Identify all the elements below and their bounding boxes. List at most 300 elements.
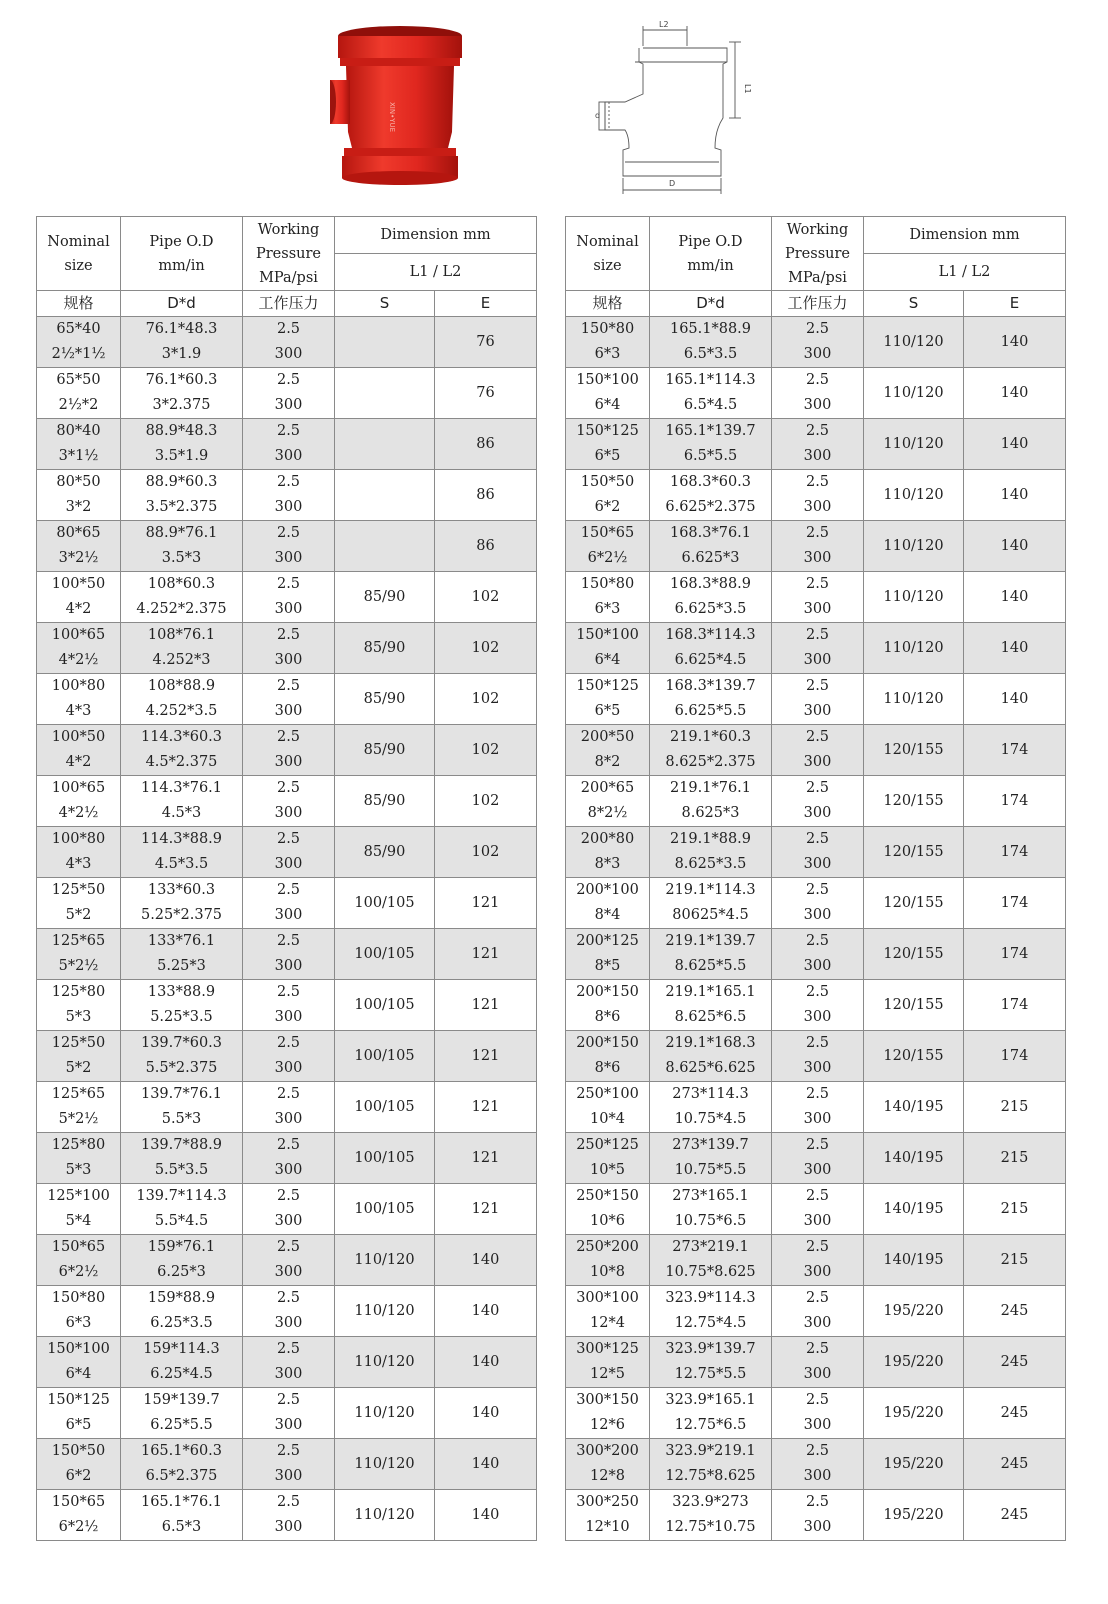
cell-dimension-s: 100/105 bbox=[335, 1133, 435, 1184]
cell-working-pressure bbox=[243, 1439, 335, 1490]
od-inch: 5.25*3.5 bbox=[150, 1009, 213, 1025]
pressure-psi: 300 bbox=[803, 346, 832, 362]
pressure-mpa: 2.5 bbox=[805, 525, 830, 541]
cell-pipe-od bbox=[121, 368, 243, 419]
size-metric: 150*65 bbox=[51, 1239, 106, 1255]
pressure-mpa: 2.5 bbox=[805, 627, 830, 643]
od-inch: 4.5*3.5 bbox=[154, 856, 209, 872]
cell-dimension-s: 85/90 bbox=[335, 725, 435, 776]
cell-pipe-od bbox=[121, 674, 243, 725]
od-inch: 6.5*2.375 bbox=[145, 1468, 218, 1484]
size-metric: 80*40 bbox=[56, 423, 101, 439]
cell-dimension-e: 245 bbox=[964, 1490, 1066, 1541]
cell-dimension-s: 195/220 bbox=[864, 1337, 964, 1388]
size-inch: 6*2½ bbox=[58, 1519, 99, 1535]
cell-dimension-s bbox=[335, 419, 435, 470]
cell-working-pressure bbox=[243, 572, 335, 623]
size-inch: 5*4 bbox=[65, 1213, 92, 1229]
cell-dimension-s bbox=[335, 521, 435, 572]
cell-working-pressure bbox=[243, 878, 335, 929]
cell-working-pressure bbox=[243, 929, 335, 980]
size-metric: 300*250 bbox=[576, 1494, 639, 1510]
cell-dimension-s: 100/105 bbox=[335, 1082, 435, 1133]
cell-dimension-s: 195/220 bbox=[864, 1286, 964, 1337]
size-metric: 150*80 bbox=[580, 576, 635, 592]
size-metric: 250*150 bbox=[576, 1188, 639, 1204]
table-row bbox=[37, 776, 537, 827]
cell-nominal-size bbox=[37, 521, 121, 572]
pressure-mpa: 2.5 bbox=[805, 780, 830, 796]
cell-pipe-od bbox=[121, 419, 243, 470]
od-inch: 4.5*2.375 bbox=[145, 754, 218, 770]
pressure-psi: 300 bbox=[803, 907, 832, 923]
pressure-mpa: 2.5 bbox=[276, 1137, 301, 1153]
od-inch: 6.5*5.5 bbox=[683, 448, 738, 464]
cell-dimension-s: 110/120 bbox=[864, 470, 964, 521]
od-mm: 219.1*114.3 bbox=[665, 882, 756, 898]
pressure-mpa: 2.5 bbox=[805, 1290, 830, 1306]
cell-dimension-e: 102 bbox=[435, 623, 537, 674]
cell-dimension-s: 110/120 bbox=[864, 521, 964, 572]
od-mm: 139.7*88.9 bbox=[140, 1137, 223, 1153]
cell-working-pressure bbox=[243, 1337, 335, 1388]
od-mm: 168.3*114.3 bbox=[665, 627, 756, 643]
od-inch: 5.5*3.5 bbox=[154, 1162, 209, 1178]
size-inch: 5*2 bbox=[65, 1060, 92, 1076]
cell-working-pressure bbox=[772, 1388, 864, 1439]
pressure-mpa: 2.5 bbox=[276, 984, 301, 1000]
od-mm: 108*88.9 bbox=[147, 678, 216, 694]
size-inch: 8*3 bbox=[594, 856, 621, 872]
pressure-psi: 300 bbox=[274, 1264, 303, 1280]
cell-working-pressure bbox=[772, 521, 864, 572]
cell-pipe-od bbox=[121, 1031, 243, 1082]
cell-working-pressure bbox=[243, 1388, 335, 1439]
size-inch: 6*5 bbox=[594, 448, 621, 464]
cell-dimension-s: 110/120 bbox=[335, 1235, 435, 1286]
cell-dimension-e: 102 bbox=[435, 572, 537, 623]
pressure-mpa: 2.5 bbox=[276, 1035, 301, 1051]
pressure-psi: 300 bbox=[803, 1213, 832, 1229]
header-cn-spec: 规格 bbox=[37, 291, 121, 317]
od-mm: 168.3*60.3 bbox=[669, 474, 752, 490]
size-inch: 6*3 bbox=[594, 346, 621, 362]
table-row bbox=[566, 623, 1066, 674]
cell-working-pressure bbox=[243, 521, 335, 572]
cell-nominal-size bbox=[566, 1388, 650, 1439]
size-metric: 200*50 bbox=[580, 729, 635, 745]
pressure-mpa: 2.5 bbox=[276, 525, 301, 541]
pressure-mpa: 2.5 bbox=[276, 1443, 301, 1459]
cell-working-pressure bbox=[772, 1082, 864, 1133]
od-mm: 76.1*60.3 bbox=[145, 372, 218, 388]
od-mm: 133*60.3 bbox=[147, 882, 216, 898]
pressure-psi: 300 bbox=[803, 754, 832, 770]
size-inch: 12*8 bbox=[590, 1468, 625, 1484]
od-mm: 323.9*114.3 bbox=[665, 1290, 756, 1306]
od-inch: 8.625*3 bbox=[681, 805, 740, 821]
pressure-mpa: 2.5 bbox=[805, 984, 830, 1000]
cell-dimension-e: 245 bbox=[964, 1388, 1066, 1439]
cell-working-pressure bbox=[772, 1184, 864, 1235]
cell-dimension-e: 76 bbox=[435, 368, 537, 419]
size-metric: 125*80 bbox=[51, 1137, 106, 1153]
od-mm: 114.3*88.9 bbox=[140, 831, 223, 847]
cell-dimension-s: 110/120 bbox=[335, 1439, 435, 1490]
size-inch: 8*4 bbox=[594, 907, 621, 923]
pressure-mpa: 2.5 bbox=[805, 882, 830, 898]
cell-dimension-s: 100/105 bbox=[335, 878, 435, 929]
od-inch: 4.5*3 bbox=[161, 805, 202, 821]
pressure-mpa: 2.5 bbox=[805, 372, 830, 388]
cell-working-pressure bbox=[243, 827, 335, 878]
table-row bbox=[37, 980, 537, 1031]
table-row bbox=[566, 980, 1066, 1031]
size-metric: 125*100 bbox=[47, 1188, 110, 1204]
od-mm: 159*114.3 bbox=[143, 1341, 220, 1357]
cell-dimension-e: 215 bbox=[964, 1184, 1066, 1235]
pressure-psi: 300 bbox=[803, 1315, 832, 1331]
cell-pipe-od bbox=[121, 1082, 243, 1133]
size-metric: 150*100 bbox=[47, 1341, 110, 1357]
table-row bbox=[566, 1184, 1066, 1235]
cell-dimension-e: 140 bbox=[964, 521, 1066, 572]
pressure-psi: 300 bbox=[274, 346, 303, 362]
size-inch: 10*5 bbox=[590, 1162, 625, 1178]
pressure-mpa: 2.5 bbox=[805, 1035, 830, 1051]
size-metric: 150*50 bbox=[51, 1443, 106, 1459]
pressure-psi: 300 bbox=[803, 1366, 832, 1382]
cell-dimension-e: 121 bbox=[435, 1133, 537, 1184]
cell-nominal-size bbox=[566, 368, 650, 419]
size-metric: 80*50 bbox=[56, 474, 101, 490]
size-inch: 6*4 bbox=[594, 397, 621, 413]
pressure-mpa: 2.5 bbox=[805, 1137, 830, 1153]
cell-dimension-e: 140 bbox=[435, 1235, 537, 1286]
cell-dimension-e: 140 bbox=[435, 1388, 537, 1439]
cell-pipe-od bbox=[121, 1184, 243, 1235]
cell-dimension-e: 140 bbox=[964, 623, 1066, 674]
size-metric: 150*80 bbox=[51, 1290, 106, 1306]
size-metric: 65*50 bbox=[56, 372, 101, 388]
cell-pipe-od bbox=[650, 470, 772, 521]
cell-working-pressure bbox=[772, 572, 864, 623]
size-inch: 5*3 bbox=[65, 1009, 92, 1025]
cell-dimension-e: 140 bbox=[435, 1490, 537, 1541]
od-inch: 8.625*3.5 bbox=[674, 856, 747, 872]
pressure-psi: 300 bbox=[274, 856, 303, 872]
od-mm: 219.1*88.9 bbox=[669, 831, 752, 847]
size-inch: 6*2½ bbox=[587, 550, 628, 566]
size-metric: 100*65 bbox=[51, 627, 106, 643]
pressure-mpa: 2.5 bbox=[276, 423, 301, 439]
pressure-mpa: 2.5 bbox=[276, 627, 301, 643]
cell-dimension-e: 102 bbox=[435, 827, 537, 878]
pressure-psi: 300 bbox=[803, 601, 832, 617]
pressure-psi: 300 bbox=[803, 1060, 832, 1076]
size-metric: 200*100 bbox=[576, 882, 639, 898]
table-row bbox=[37, 1388, 537, 1439]
pressure-psi: 300 bbox=[274, 703, 303, 719]
od-mm: 159*139.7 bbox=[143, 1392, 220, 1408]
cell-nominal-size bbox=[37, 317, 121, 368]
cell-dimension-s: 195/220 bbox=[864, 1490, 964, 1541]
size-metric: 200*80 bbox=[580, 831, 635, 847]
table-row bbox=[566, 674, 1066, 725]
cell-nominal-size bbox=[566, 929, 650, 980]
od-inch: 6.25*3 bbox=[157, 1264, 206, 1280]
pressure-psi: 300 bbox=[803, 958, 832, 974]
od-mm: 108*76.1 bbox=[147, 627, 216, 643]
cell-nominal-size bbox=[37, 827, 121, 878]
cell-nominal-size bbox=[37, 929, 121, 980]
size-inch: 4*2 bbox=[65, 601, 92, 617]
od-inch: 6.625*5.5 bbox=[674, 703, 747, 719]
od-mm: 323.9*219.1 bbox=[665, 1443, 756, 1459]
pressure-psi: 300 bbox=[803, 499, 832, 515]
cell-pipe-od bbox=[121, 623, 243, 674]
cell-dimension-s: 140/195 bbox=[864, 1133, 964, 1184]
cell-dimension-s: 100/105 bbox=[335, 1184, 435, 1235]
pressure-psi: 300 bbox=[803, 1162, 832, 1178]
size-inch: 3*2½ bbox=[58, 550, 99, 566]
cell-nominal-size bbox=[566, 1031, 650, 1082]
cell-dimension-s: 120/155 bbox=[864, 929, 964, 980]
cell-working-pressure bbox=[243, 470, 335, 521]
cell-dimension-e: 86 bbox=[435, 521, 537, 572]
pressure-psi: 300 bbox=[803, 397, 832, 413]
cell-nominal-size bbox=[37, 1286, 121, 1337]
size-inch: 12*4 bbox=[590, 1315, 625, 1331]
od-inch: 12.75*6.5 bbox=[674, 1417, 747, 1433]
svg-text:XIN•YUE: XIN•YUE bbox=[388, 102, 396, 133]
cell-dimension-s: 110/120 bbox=[864, 623, 964, 674]
pressure-psi: 300 bbox=[803, 805, 832, 821]
cell-working-pressure bbox=[772, 929, 864, 980]
size-inch: 6*2½ bbox=[58, 1264, 99, 1280]
cell-nominal-size bbox=[37, 470, 121, 521]
size-inch: 8*2 bbox=[594, 754, 621, 770]
size-inch: 6*5 bbox=[65, 1417, 92, 1433]
size-metric: 200*150 bbox=[576, 984, 639, 1000]
table-row bbox=[37, 1490, 537, 1541]
pressure-mpa: 2.5 bbox=[276, 780, 301, 796]
cell-dimension-s: 85/90 bbox=[335, 572, 435, 623]
cell-dimension-e: 121 bbox=[435, 929, 537, 980]
cell-dimension-s: 85/90 bbox=[335, 674, 435, 725]
table-row bbox=[566, 878, 1066, 929]
od-mm: 159*88.9 bbox=[147, 1290, 216, 1306]
cell-pipe-od bbox=[650, 419, 772, 470]
cell-dimension-e: 140 bbox=[964, 317, 1066, 368]
od-mm: 323.9*273 bbox=[672, 1494, 749, 1510]
pressure-psi: 300 bbox=[274, 1366, 303, 1382]
pressure-psi: 300 bbox=[803, 1009, 832, 1025]
size-inch: 5*2½ bbox=[58, 1111, 99, 1127]
cell-pipe-od bbox=[650, 1235, 772, 1286]
cell-dimension-s bbox=[335, 470, 435, 521]
cell-working-pressure bbox=[243, 980, 335, 1031]
cell-nominal-size bbox=[566, 980, 650, 1031]
cell-dimension-e: 121 bbox=[435, 980, 537, 1031]
cell-dimension-s: 195/220 bbox=[864, 1439, 964, 1490]
od-inch: 12.75*8.625 bbox=[665, 1468, 756, 1484]
cell-nominal-size bbox=[566, 674, 650, 725]
cell-pipe-od bbox=[650, 1031, 772, 1082]
od-inch: 10.75*6.5 bbox=[674, 1213, 747, 1229]
cell-nominal-size bbox=[566, 572, 650, 623]
cell-nominal-size bbox=[566, 776, 650, 827]
cell-pipe-od bbox=[650, 1082, 772, 1133]
table-row bbox=[37, 1031, 537, 1082]
od-inch: 3*1.9 bbox=[161, 346, 202, 362]
reducing-tee-photo bbox=[330, 22, 470, 192]
size-inch: 4*2½ bbox=[58, 652, 99, 668]
pressure-mpa: 2.5 bbox=[805, 1239, 830, 1255]
cell-dimension-e: 102 bbox=[435, 776, 537, 827]
dim-label-d-small: d bbox=[595, 111, 601, 120]
od-inch: 6.625*3 bbox=[681, 550, 740, 566]
cell-dimension-e: 140 bbox=[964, 674, 1066, 725]
cell-dimension-s bbox=[335, 368, 435, 419]
pressure-mpa: 2.5 bbox=[276, 1086, 301, 1102]
cell-pipe-od bbox=[121, 980, 243, 1031]
od-mm: 114.3*76.1 bbox=[140, 780, 223, 796]
pressure-mpa: 2.5 bbox=[276, 1341, 301, 1357]
pressure-mpa: 2.5 bbox=[805, 1086, 830, 1102]
table-row bbox=[566, 317, 1066, 368]
cell-nominal-size bbox=[566, 470, 650, 521]
cell-pipe-od bbox=[650, 1286, 772, 1337]
size-inch: 6*5 bbox=[594, 703, 621, 719]
table-row bbox=[37, 878, 537, 929]
cell-dimension-e: 215 bbox=[964, 1235, 1066, 1286]
cell-working-pressure bbox=[772, 317, 864, 368]
size-metric: 100*65 bbox=[51, 780, 106, 796]
pressure-psi: 300 bbox=[803, 1519, 832, 1535]
cell-working-pressure bbox=[243, 1286, 335, 1337]
cell-nominal-size bbox=[37, 572, 121, 623]
od-inch: 5.5*3 bbox=[161, 1111, 202, 1127]
od-mm: 165.1*60.3 bbox=[140, 1443, 223, 1459]
od-inch: 4.252*3 bbox=[152, 652, 211, 668]
od-inch: 6.25*4.5 bbox=[150, 1366, 213, 1382]
table-row bbox=[566, 368, 1066, 419]
cell-pipe-od bbox=[650, 776, 772, 827]
cell-dimension-s: 110/120 bbox=[864, 368, 964, 419]
table-row bbox=[37, 725, 537, 776]
header-nominal-size: Nominal size bbox=[566, 217, 650, 291]
od-inch: 5.5*2.375 bbox=[145, 1060, 218, 1076]
table-row bbox=[566, 470, 1066, 521]
od-mm: 165.1*139.7 bbox=[665, 423, 756, 439]
pressure-mpa: 2.5 bbox=[805, 1392, 830, 1408]
cell-working-pressure bbox=[243, 1133, 335, 1184]
pressure-psi: 300 bbox=[274, 1009, 303, 1025]
pressure-mpa: 2.5 bbox=[276, 933, 301, 949]
table-row bbox=[37, 317, 537, 368]
cell-dimension-s: 140/195 bbox=[864, 1235, 964, 1286]
od-inch: 3*2.375 bbox=[152, 397, 211, 413]
size-metric: 125*50 bbox=[51, 1035, 106, 1051]
pressure-mpa: 2.5 bbox=[805, 576, 830, 592]
cell-working-pressure bbox=[772, 878, 864, 929]
od-mm: 273*114.3 bbox=[672, 1086, 749, 1102]
cell-pipe-od bbox=[650, 1388, 772, 1439]
pressure-psi: 300 bbox=[274, 1213, 303, 1229]
size-inch: 2½*1½ bbox=[51, 346, 106, 362]
pressure-psi: 300 bbox=[803, 550, 832, 566]
cell-working-pressure bbox=[772, 1286, 864, 1337]
cell-pipe-od bbox=[650, 368, 772, 419]
pressure-mpa: 2.5 bbox=[805, 678, 830, 694]
size-inch: 12*5 bbox=[590, 1366, 625, 1382]
cell-working-pressure bbox=[243, 1031, 335, 1082]
cell-nominal-size bbox=[37, 419, 121, 470]
cell-working-pressure bbox=[772, 1337, 864, 1388]
cell-pipe-od bbox=[650, 1337, 772, 1388]
od-mm: 159*76.1 bbox=[147, 1239, 216, 1255]
od-mm: 139.7*114.3 bbox=[136, 1188, 227, 1204]
od-inch: 8.625*6.625 bbox=[665, 1060, 756, 1076]
table-row bbox=[566, 1235, 1066, 1286]
table-row bbox=[566, 827, 1066, 878]
cell-pipe-od bbox=[650, 827, 772, 878]
cell-nominal-size bbox=[37, 1337, 121, 1388]
cell-dimension-e: 245 bbox=[964, 1439, 1066, 1490]
cell-pipe-od bbox=[121, 929, 243, 980]
size-metric: 100*80 bbox=[51, 678, 106, 694]
table-row bbox=[566, 1388, 1066, 1439]
cell-pipe-od bbox=[650, 725, 772, 776]
spec-table-left bbox=[36, 216, 537, 1541]
od-mm: 219.1*76.1 bbox=[669, 780, 752, 796]
cell-nominal-size bbox=[37, 368, 121, 419]
cell-pipe-od bbox=[650, 572, 772, 623]
cell-dimension-s: 120/155 bbox=[864, 776, 964, 827]
size-inch: 4*2 bbox=[65, 754, 92, 770]
od-inch: 6.5*4.5 bbox=[683, 397, 738, 413]
header-cn-pressure: 工作压力 bbox=[243, 291, 335, 317]
size-metric: 300*200 bbox=[576, 1443, 639, 1459]
spec-table-right bbox=[565, 216, 1066, 1541]
table-row bbox=[37, 521, 537, 572]
od-mm: 88.9*60.3 bbox=[145, 474, 218, 490]
table-row bbox=[566, 1490, 1066, 1541]
od-mm: 133*88.9 bbox=[147, 984, 216, 1000]
size-metric: 150*125 bbox=[47, 1392, 110, 1408]
pressure-mpa: 2.5 bbox=[805, 933, 830, 949]
size-inch: 2½*2 bbox=[58, 397, 99, 413]
cell-dimension-e: 102 bbox=[435, 725, 537, 776]
cell-pipe-od bbox=[650, 521, 772, 572]
table-row bbox=[37, 1286, 537, 1337]
size-metric: 150*80 bbox=[580, 321, 635, 337]
od-mm: 139.7*76.1 bbox=[140, 1086, 223, 1102]
cell-pipe-od bbox=[121, 827, 243, 878]
pressure-psi: 300 bbox=[274, 1315, 303, 1331]
cell-dimension-e: 215 bbox=[964, 1082, 1066, 1133]
header-dimension: Dimension mm bbox=[335, 217, 537, 254]
pressure-mpa: 2.5 bbox=[276, 1392, 301, 1408]
pressure-psi: 300 bbox=[803, 856, 832, 872]
header-cn-s: S bbox=[335, 291, 435, 317]
cell-nominal-size bbox=[566, 1184, 650, 1235]
cell-dimension-e: 140 bbox=[964, 572, 1066, 623]
size-inch: 10*4 bbox=[590, 1111, 625, 1127]
dim-label-l1: L1 bbox=[743, 84, 752, 94]
size-metric: 125*65 bbox=[51, 1086, 106, 1102]
